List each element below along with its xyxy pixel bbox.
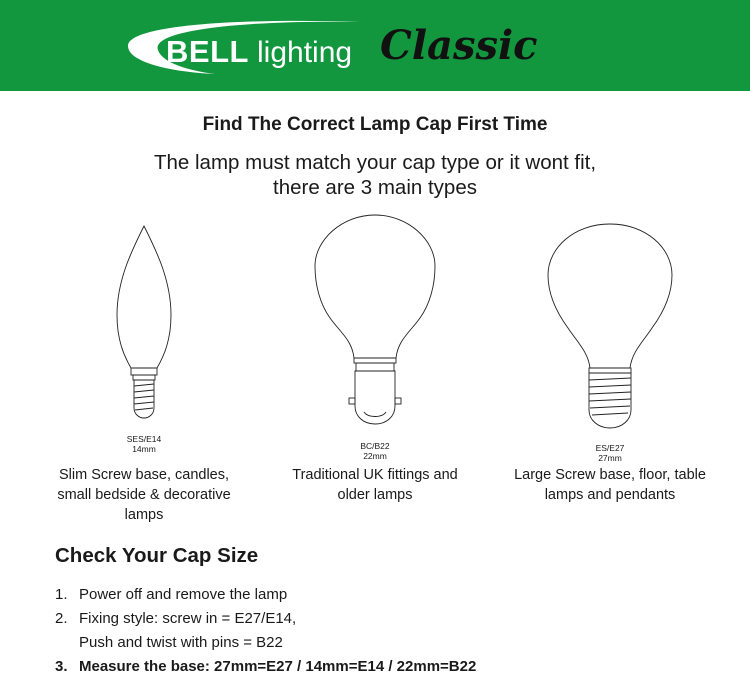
cap-size: 27mm — [598, 453, 622, 463]
step-number: 3. — [55, 658, 68, 675]
brand-name-bold: BELL — [166, 34, 249, 69]
range-name: Classic — [380, 22, 538, 69]
candle-bulb-icon — [117, 226, 171, 418]
cap-size: 22mm — [363, 451, 387, 461]
brand-name-light: lighting — [257, 36, 353, 69]
description-line: Slim Screw base, candles, — [58, 467, 230, 483]
bulb-description — [490, 465, 730, 505]
list-item — [55, 583, 745, 607]
description-line: small bedside & decorative — [57, 487, 231, 503]
list-item — [55, 655, 745, 679]
bulb-cap-label — [104, 434, 184, 454]
description-line: Large Screw base, floor, table — [514, 467, 706, 483]
bulb-cap-label — [335, 441, 415, 461]
steps-list — [55, 583, 745, 679]
description-line: lamps — [124, 507, 164, 523]
bulb-description — [34, 465, 254, 525]
cap-size: 14mm — [132, 444, 156, 454]
step-text: Measure the base: 27mm=E27 / 14mm=E14 / 22mm=B22 — [79, 658, 477, 675]
description-line: lamps and pendants — [544, 487, 676, 503]
description-line: older lamps — [337, 487, 413, 503]
bulb-description — [260, 465, 490, 505]
step-number: 1. — [55, 586, 68, 603]
list-item-continuation — [55, 631, 745, 655]
step-number: 2. — [55, 610, 68, 627]
list-item — [55, 607, 745, 631]
cap-code: BC/B22 — [360, 441, 390, 451]
step-text: Push and twist with pins = B22 — [79, 634, 283, 651]
check-section-heading: Check Your Cap Size — [55, 544, 259, 567]
cap-code: ES/E27 — [595, 443, 625, 453]
bayonet-bulb-icon — [315, 215, 435, 424]
page-title: Find The Correct Lamp Cap First Time — [202, 114, 548, 135]
description-line: Traditional UK fittings and — [292, 467, 458, 483]
subtitle-line-1: The lamp must match your cap type or it wont fit, — [153, 151, 597, 174]
edison-screw-bulb-icon — [548, 224, 672, 428]
step-text: Fixing style: screw in = E27/E14, — [79, 610, 297, 627]
subtitle-line-2: there are 3 main types — [273, 176, 477, 199]
step-text: Power off and remove the lamp — [79, 586, 288, 603]
cap-code: SES/E14 — [126, 434, 162, 444]
bulb-cap-label — [570, 443, 650, 463]
